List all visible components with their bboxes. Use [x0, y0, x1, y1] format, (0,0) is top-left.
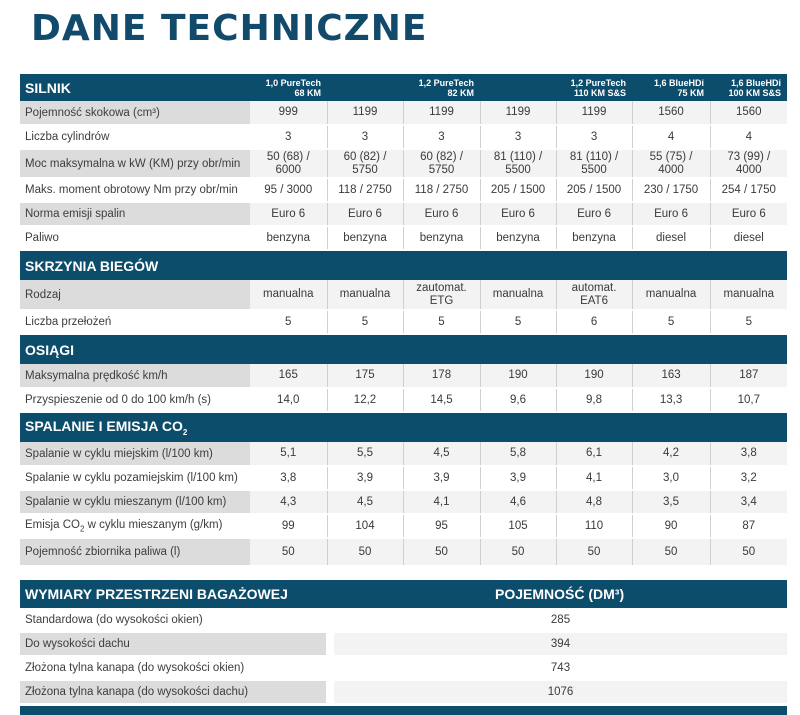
- cell-value: 4,3: [250, 490, 327, 514]
- cell-value: 190: [556, 364, 632, 388]
- cell-value: 5: [632, 310, 710, 334]
- row-label: Spalanie w cyklu mieszanym (l/100 km): [20, 490, 250, 514]
- cell-value: 1199: [327, 101, 403, 125]
- cell-value: 4: [710, 125, 787, 149]
- row-label: Pojemność zbiornika paliwa (l): [20, 538, 250, 566]
- cell-value: 14,5: [403, 388, 480, 412]
- table-row: [20, 514, 787, 538]
- cell-value: 394: [330, 632, 787, 656]
- section-header-row: [20, 250, 787, 280]
- engine-column-header: 1,0 PureTech 68 KM: [250, 74, 327, 101]
- cell-value: benzyna: [327, 226, 403, 250]
- cell-value: 3,2: [710, 466, 787, 490]
- cell-value: 5,1: [250, 442, 327, 466]
- engine-column-header: 1,6 BlueHDi 100 KM S&S: [710, 74, 787, 101]
- cell-value: 3,9: [480, 466, 556, 490]
- engine-header-row: [20, 74, 787, 101]
- table-row: [20, 388, 787, 412]
- cell-value: 254 / 1750: [710, 178, 787, 202]
- table-row: [20, 632, 787, 656]
- cell-value: 1076: [330, 680, 787, 704]
- table-row: [20, 125, 787, 149]
- cell-value: manualna: [250, 280, 327, 310]
- cell-value: 5,5: [327, 442, 403, 466]
- cell-value: benzyna: [480, 226, 556, 250]
- cell-value: 73 (99) / 4000: [710, 149, 787, 178]
- cell-value: 5: [403, 310, 480, 334]
- cell-value: 81 (110) / 5500: [556, 149, 632, 178]
- cell-value: diesel: [710, 226, 787, 250]
- cell-value: 90: [632, 514, 710, 538]
- cell-value: 50: [480, 538, 556, 566]
- luggage-value-header: POJEMNOŚĆ (DM³): [330, 580, 787, 608]
- engine-column-header: 1,6 BlueHDi 75 KM: [632, 74, 710, 101]
- cell-value: 3: [480, 125, 556, 149]
- cell-value: 50: [250, 538, 327, 566]
- cell-value: 9,8: [556, 388, 632, 412]
- cell-value: 3: [327, 125, 403, 149]
- section-title-engine: SILNIK: [20, 74, 250, 101]
- row-label: Maks. moment obrotowy Nm przy obr/min: [20, 178, 250, 202]
- table-row: [20, 442, 787, 466]
- cell-value: 6: [556, 310, 632, 334]
- cell-value: 230 / 1750: [632, 178, 710, 202]
- section-title-gearbox: [20, 250, 787, 280]
- cell-value: 4,1: [403, 490, 480, 514]
- cell-value: 205 / 1500: [480, 178, 556, 202]
- row-label-rest: w cyklu mieszanym (g/km): [84, 518, 223, 531]
- section-title-luggage: WYMIARY PRZESTRZENI BAGAŻOWEJ: [20, 580, 330, 608]
- bottom-bar: [20, 706, 787, 715]
- section-header-row: [20, 334, 787, 364]
- cell-value: 118 / 2750: [403, 178, 480, 202]
- cell-value: 3: [403, 125, 480, 149]
- luggage-table: [20, 580, 787, 705]
- cell-value: 105: [480, 514, 556, 538]
- table-row: [20, 178, 787, 202]
- cell-value: 55 (75) / 4000: [632, 149, 710, 178]
- cell-value: 5,8: [480, 442, 556, 466]
- cell-value: Euro 6: [480, 202, 556, 226]
- cell-value: automat. EAT6: [556, 280, 632, 310]
- section-title-consumption: [20, 412, 787, 442]
- table-row: [20, 656, 787, 680]
- row-label: Do wysokości dachu: [20, 632, 330, 656]
- row-label-text: Emisja CO: [25, 518, 80, 531]
- cell-value: 10,7: [710, 388, 787, 412]
- cell-value: 4,5: [403, 442, 480, 466]
- table-row: [20, 280, 787, 310]
- row-label: Pojemność skokowa (cm³): [20, 101, 250, 125]
- section-title-subscript: 2: [182, 427, 188, 437]
- row-label: Złożona tylna kanapa (do wysokości dachu): [20, 680, 330, 704]
- cell-value: Euro 6: [556, 202, 632, 226]
- row-label-subscript: 2: [79, 524, 85, 534]
- luggage-header-row: [20, 580, 787, 608]
- cell-value: benzyna: [250, 226, 327, 250]
- cell-value: benzyna: [556, 226, 632, 250]
- cell-value: 1560: [710, 101, 787, 125]
- row-label: Rodzaj: [20, 280, 250, 310]
- cell-value: 3,0: [632, 466, 710, 490]
- cell-value: 205 / 1500: [556, 178, 632, 202]
- cell-value: 3,8: [250, 466, 327, 490]
- cell-value: 999: [250, 101, 327, 125]
- spec-table: [20, 74, 787, 567]
- cell-value: 12,2: [327, 388, 403, 412]
- cell-value: 60 (82) / 5750: [403, 149, 480, 178]
- cell-value: 104: [327, 514, 403, 538]
- cell-value: 4,6: [480, 490, 556, 514]
- cell-value: 5: [480, 310, 556, 334]
- table-row: [20, 310, 787, 334]
- cell-value: 5: [710, 310, 787, 334]
- cell-value: diesel: [632, 226, 710, 250]
- section-header-row: [20, 412, 787, 442]
- cell-value: manualna: [480, 280, 556, 310]
- engine-column-header: 1,2 PureTech 82 KM: [327, 74, 480, 101]
- row-label: Liczba cylindrów: [20, 125, 250, 149]
- cell-value: 165: [250, 364, 327, 388]
- cell-value: 3: [556, 125, 632, 149]
- cell-value: 95 / 3000: [250, 178, 327, 202]
- table-row: [20, 608, 787, 632]
- cell-value: 4,8: [556, 490, 632, 514]
- cell-value: 3: [250, 125, 327, 149]
- cell-value: 50: [710, 538, 787, 566]
- cell-value: 81 (110) / 5500: [480, 149, 556, 178]
- cell-value: 175: [327, 364, 403, 388]
- cell-value: 1199: [556, 101, 632, 125]
- cell-value: manualna: [632, 280, 710, 310]
- table-row: [20, 226, 787, 250]
- cell-value: 178: [403, 364, 480, 388]
- table-row: [20, 149, 787, 178]
- cell-value: 95: [403, 514, 480, 538]
- row-label: Norma emisji spalin: [20, 202, 250, 226]
- cell-value: 14,0: [250, 388, 327, 412]
- row-label: Spalanie w cyklu miejskim (l/100 km): [20, 442, 250, 466]
- cell-value: benzyna: [403, 226, 480, 250]
- row-label: Złożona tylna kanapa (do wysokości okien): [20, 656, 330, 680]
- cell-value: 5: [250, 310, 327, 334]
- row-label: Liczba przełożeń: [20, 310, 250, 334]
- row-label: Standardowa (do wysokości okien): [20, 608, 330, 632]
- row-label: Spalanie w cyklu pozamiejskim (l/100 km): [20, 466, 250, 490]
- cell-value: 6,1: [556, 442, 632, 466]
- cell-value: zautomat. ETG: [403, 280, 480, 310]
- table-row: [20, 680, 787, 704]
- cell-value: 1199: [403, 101, 480, 125]
- section-title-text: SPALANIE I EMISJA CO: [25, 418, 183, 435]
- cell-value: 50 (68) / 6000: [250, 149, 327, 178]
- cell-value: manualna: [710, 280, 787, 310]
- page-title: DANE TECHNICZNE: [31, 8, 428, 49]
- cell-value: 50: [327, 538, 403, 566]
- table-row: [20, 101, 787, 125]
- cell-value: 9,6: [480, 388, 556, 412]
- section-title-text: SKRZYNIA BIEGÓW: [25, 257, 159, 274]
- section-title-performance: [20, 334, 787, 364]
- engine-column-header: 1,2 PureTech 110 KM S&S: [480, 74, 632, 101]
- cell-value: Euro 6: [250, 202, 327, 226]
- row-label: [20, 514, 250, 538]
- cell-value: 4,1: [556, 466, 632, 490]
- table-row: [20, 364, 787, 388]
- cell-value: 50: [556, 538, 632, 566]
- row-label: Maksymalna prędkość km/h: [20, 364, 250, 388]
- table-row: [20, 538, 787, 566]
- cell-value: 87: [710, 514, 787, 538]
- cell-value: Euro 6: [327, 202, 403, 226]
- cell-value: 110: [556, 514, 632, 538]
- cell-value: 50: [632, 538, 710, 566]
- cell-value: 3,5: [632, 490, 710, 514]
- table-row: [20, 202, 787, 226]
- table-row: [20, 490, 787, 514]
- cell-value: 50: [403, 538, 480, 566]
- row-label: Paliwo: [20, 226, 250, 250]
- cell-value: 3,9: [403, 466, 480, 490]
- cell-value: 1560: [632, 101, 710, 125]
- cell-value: 163: [632, 364, 710, 388]
- cell-value: 1199: [480, 101, 556, 125]
- table-row: [20, 466, 787, 490]
- cell-value: 4,5: [327, 490, 403, 514]
- cell-value: 118 / 2750: [327, 178, 403, 202]
- cell-value: 3,9: [327, 466, 403, 490]
- cell-value: 743: [330, 656, 787, 680]
- cell-value: 99: [250, 514, 327, 538]
- section-title-text: OSIĄGI: [25, 341, 75, 358]
- cell-value: 190: [480, 364, 556, 388]
- cell-value: 3,8: [710, 442, 787, 466]
- cell-value: Euro 6: [710, 202, 787, 226]
- cell-value: 285: [330, 608, 787, 632]
- cell-value: 4,2: [632, 442, 710, 466]
- cell-value: 13,3: [632, 388, 710, 412]
- cell-value: 187: [710, 364, 787, 388]
- cell-value: manualna: [327, 280, 403, 310]
- cell-value: 3,4: [710, 490, 787, 514]
- cell-value: 5: [327, 310, 403, 334]
- cell-value: 60 (82) / 5750: [327, 149, 403, 178]
- row-label: Przyspieszenie od 0 do 100 km/h (s): [20, 388, 250, 412]
- cell-value: Euro 6: [403, 202, 480, 226]
- cell-value: Euro 6: [632, 202, 710, 226]
- cell-value: 4: [632, 125, 710, 149]
- row-label: Moc maksymalna w kW (KM) przy obr/min: [20, 149, 250, 178]
